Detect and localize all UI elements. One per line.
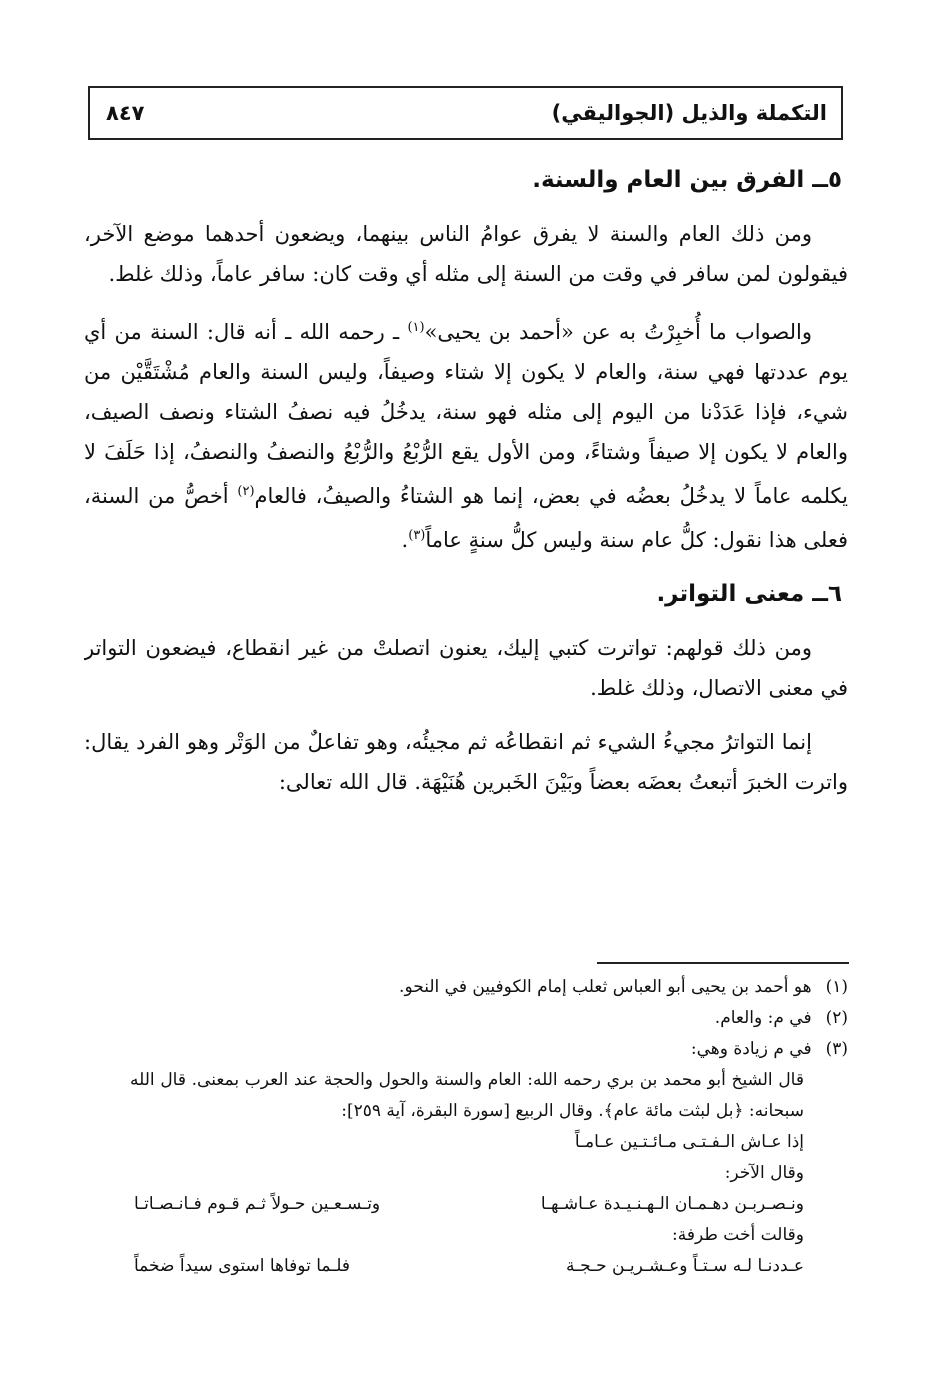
footnote-2 xyxy=(130,1003,848,1034)
footnote-text: هو أحمد بن يحيى أبو العباس ثعلب إمام الكوفيين في النحو. xyxy=(399,977,812,997)
paragraph-text: أخصُّ من السنة، فعلى هذا نقول: كلُّ عام سنة وليس كلُّ سنةٍ عاماً xyxy=(84,484,848,552)
footnote-number: (٢) xyxy=(825,1008,848,1028)
footnote-3-body: قال الشيخ أبو محمد بن بري رحمه الله: العام والسنة والحول والحجة عند العرب بمعنى. قال الله سبحانه: ﴿بل لبثت مائة عام﴾. وقال الربيع [سورة البقرة، آية ٢٥٩]: xyxy=(130,1070,804,1121)
footnote-1 xyxy=(130,972,848,1003)
page-header xyxy=(88,86,843,140)
hemistich-second: وتـسـعـين حـولاً ثـم قـوم فـانـصـاتـا xyxy=(134,1194,381,1214)
hemistich-first: عـددنـا لـه سـتـاً وعـشـريـن حـجـة xyxy=(566,1256,804,1276)
verse-couplet xyxy=(130,1189,804,1220)
footnote-ref[interactable]: (١) xyxy=(407,320,425,335)
section-heading-6: ٦ــ معنى التواتر. xyxy=(656,581,842,607)
page-number: ٨٤٧ xyxy=(106,101,145,125)
footnote-3 xyxy=(130,1034,848,1065)
section-heading-5: ٥ــ الفرق بين العام والسنة. xyxy=(532,167,842,193)
running-title: التكملة والذيل (الجواليقي) xyxy=(551,101,827,125)
footnote-text: في م زيادة وهي: xyxy=(690,1039,812,1059)
hemistich-first: ونـصـربـن دهـمـان الـهـنـيـدة عـاشـهـا xyxy=(540,1194,804,1214)
paragraph-text: . xyxy=(401,528,409,552)
verse-couplet xyxy=(130,1251,804,1282)
paragraph xyxy=(84,308,848,560)
main-text xyxy=(84,150,848,950)
footnote-text: في م: والعام. xyxy=(714,1008,812,1028)
verse-line: إذا عـاش الـفـتـى مـائـتـين عـامـاً xyxy=(574,1132,804,1152)
footnote-ref[interactable]: (٣) xyxy=(408,528,426,543)
paragraph-text: والصواب ما أُخبِرْتُ به عن «أحمد بن يحيى» xyxy=(424,320,812,344)
hemistich-second: فلـما توفاها استوى سيداً ضخماً xyxy=(134,1256,350,1276)
verse-intro: وقالت أخت طرفة: xyxy=(672,1225,804,1245)
footnote-divider xyxy=(597,962,849,964)
verse-intro: وقال الآخر: xyxy=(724,1163,804,1183)
footnotes xyxy=(130,972,848,1312)
paragraph-text: ـ رحمه الله ـ أنه قال: السنة من أي يوم عددتها فهي سنة، والعام لا يكون إلا شتاء وصيفاً، وليس السنة والعام مُشْتَقَّيْن من شيء، فإذا عَدَدْنا من اليوم إلى مثله فهو سنة، يدخُلُ فيه نصفُ الشتاء ونصف الصيف، والعام لا يكون إلا صيفاً وشتاءً، ومن الأول يقع الرُّبْعُ والرُّبْعُ والنصفُ والنصفُ، إذا حَلَفَ لا يكلمه عاماً لا يدخُلُ بعضُه في بعض، إنما هو الشتاءُ والصيفُ، فالعام xyxy=(84,320,848,508)
footnote-ref[interactable]: (٢) xyxy=(237,484,255,499)
footnote-number: (٣) xyxy=(825,1039,848,1059)
paragraph: ومن ذلك العام والسنة لا يفرق عوامُ الناس بينهما، ويضعون أحدهما موضع الآخر، فيقولون لمن سافر في وقت من السنة إلى مثله أي وقت كان: سافر عاماً، وذلك غلط. xyxy=(84,222,848,286)
paragraph: ومن ذلك قولهم: تواترت كتبي إليك، يعنون اتصلتْ من غير انقطاع، فيضعون التواتر في معنى الاتصال، وذلك غلط. xyxy=(84,636,848,700)
footnote-number: (١) xyxy=(825,977,848,997)
poetry-block xyxy=(130,1127,804,1282)
paragraph: إنما التواترُ مجيءُ الشيء ثم انقطاعُه ثم مجيئُه، وهو تفاعلٌ من الوَتْر وهو الفرد يقال: واترت الخبرَ أتبعتُ بعضَه بعضاً وبَيْنَ الخَبرين هُنَيْهَة. قال الله تعالى: xyxy=(84,730,848,794)
